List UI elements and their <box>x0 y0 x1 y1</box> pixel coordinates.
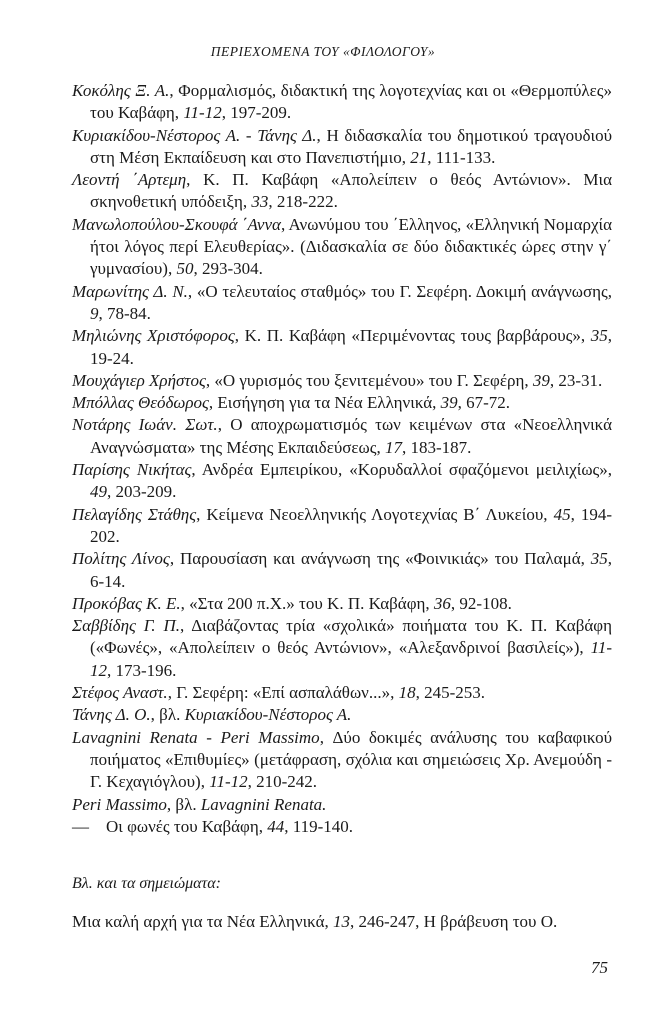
author-name: Πελαγίδης Στάθης <box>72 504 197 524</box>
list-item <box>72 125 612 170</box>
list-item <box>72 682 612 704</box>
list-item <box>72 615 612 682</box>
issue-number: 39 <box>440 393 458 413</box>
page-range: , 92-108. <box>450 593 512 613</box>
entry-title: Μια καλή αρχή για τα Νέα Ελληνικά, <box>72 912 333 931</box>
page-range: , 183-187. <box>401 437 472 457</box>
entry-title: , Ανδρέα Εμπειρίκου, «Κορυδαλλοί σφαζόμενοι μειλιχίως», <box>191 460 612 480</box>
issue-number: 36 <box>433 593 451 613</box>
page-range: , 203-209. <box>107 482 177 502</box>
entry-title: , Κ. Π. Καβάφη «Περιμένοντας τους βαρβάρους», <box>234 326 591 346</box>
entry-title: , βλ. <box>150 705 185 725</box>
author-name: Στέφος Αναστ. <box>72 683 168 703</box>
page-number: 75 <box>591 958 608 977</box>
page-range: , 197-209. <box>221 103 292 123</box>
page-range: , 6-14. <box>90 549 613 591</box>
list-item <box>72 325 612 370</box>
author-name: Peri Massimo <box>72 794 167 814</box>
page-range: , 210-242. <box>247 772 318 792</box>
list-item <box>72 704 612 726</box>
entry-title: , Η διδασκαλία του δημοτικού τραγουδιού στη Μέση Εκπαίδευση και στο Πανεπιστήμιο, <box>90 125 612 167</box>
author-name: Κοκόλης Ξ. Α. <box>72 81 170 100</box>
page-range: , 246-247, Η βράβευση του Ο. <box>349 912 558 931</box>
issue-number: 44 <box>267 816 285 836</box>
entry-title: , Κείμενα Νεοελληνικής Λογοτεχνίας Β΄ Λυκείου, <box>196 504 554 524</box>
author-name: Πολίτης Λίνος <box>72 549 170 569</box>
list-item <box>72 281 612 326</box>
list-item <box>72 214 612 281</box>
author-name: Μουχάγιερ Χρήστος <box>72 370 206 390</box>
list-item <box>72 816 612 838</box>
list-item <box>72 593 612 615</box>
author-name: Μπόλλας Θεόδωρος <box>72 393 209 413</box>
issue-number: 11-12 <box>183 103 222 123</box>
list-item <box>72 80 612 125</box>
entry-title: , Γ. Σεφέρη: «Επί ασπαλάθων...», <box>167 683 399 703</box>
see-also-entry <box>72 911 612 933</box>
issue-number: 17 <box>384 437 402 457</box>
entry-title: , Ο αποχρωματισμός των κειμένων στα «Νεοελληνικά Αναγνώσματα» της Μέσης Εκπαιδεύσεως, <box>90 415 612 457</box>
author-name: Μαρωνίτης Δ. Ν. <box>72 281 188 301</box>
list-item <box>72 459 612 504</box>
page-range: , 218-222. <box>268 192 338 212</box>
cross-reference: Lavagnini Renata. <box>200 794 327 814</box>
author-name: Σαββίδης Γ. Π. <box>72 616 180 636</box>
list-item <box>72 370 612 392</box>
issue-number: 21 <box>410 147 428 167</box>
issue-number: 45 <box>553 504 571 524</box>
entry-title: , βλ. <box>166 794 201 814</box>
page-header: ΠΕΡΙΕΧΟΜΕΝΑ ΤΟΥ «ΦΙΛΟΛΟΓΟΥ» <box>210 44 436 59</box>
page-range: , 67-72. <box>457 393 511 413</box>
list-item <box>72 794 612 816</box>
author-name: Μηλιώνης Χριστόφορος <box>72 326 235 346</box>
author-name: Κυριακίδου-Νέστορος Α. - Τάνης Δ. <box>72 125 317 145</box>
entry-title: , Κ. Π. Καβάφη «Απολείπειν ο θεός Αντώνιον». Μια σκηνοθετική υπόδειξη, <box>90 170 612 212</box>
list-item <box>72 727 612 794</box>
entry-title: Οι φωνές του Καβάφη, <box>106 816 268 836</box>
issue-number: 35 <box>590 326 608 346</box>
entry-title: , «Στα 200 π.Χ.» του Κ. Π. Καβάφη, <box>180 593 434 613</box>
page-range: , 119-140. <box>284 816 353 836</box>
issue-number: 33 <box>251 192 269 212</box>
entry-title: , Φορμαλισμός, διδακτική της λογοτεχνίας και οι «Θερμοπύλες» του Καβάφη, <box>90 81 612 123</box>
issue-number: 13 <box>332 912 350 931</box>
issue-number: 35 <box>590 549 608 569</box>
cross-reference: Κυριακίδου-Νέστορος Α. <box>184 705 352 725</box>
page-range: , 293-304. <box>193 259 263 279</box>
author-name: Lavagnini Renata - Peri Massimo <box>72 727 320 747</box>
page-range: , 194-202. <box>90 504 612 546</box>
issue-number: 9 <box>90 303 99 323</box>
list-item <box>72 169 612 214</box>
issue-number: 49 <box>90 482 107 502</box>
repeat-author-dash: — <box>72 816 89 836</box>
contents-list <box>72 80 612 838</box>
entry-title: , «Ο γυρισμός του ξενιτεμένου» του Γ. Σεφέρη, <box>205 370 533 390</box>
page-range: , 78-84. <box>98 303 151 323</box>
issue-number: 11-12 <box>90 638 612 680</box>
entry-title: , «Ο τελευταίος σταθμός» του Γ. Σεφέρη. Δοκιμή ανάγνωσης, <box>187 281 612 301</box>
entry-title: , Παρουσίαση και ανάγνωση της «Φοινικιάς» του Παλαμά, <box>169 549 591 569</box>
list-item <box>72 548 612 593</box>
see-also-heading: Βλ. και τα σημειώματα: <box>72 875 222 892</box>
issue-number: 11-12 <box>209 772 248 792</box>
author-name: Προκόβας Κ. Ε. <box>72 593 181 613</box>
entry-title: , Εισήγηση για τα Νέα Ελληνικά, <box>208 393 441 413</box>
page-range: , 19-24. <box>90 326 612 368</box>
page-range: , 245-253. <box>415 683 485 703</box>
issue-number: 50 <box>176 259 194 279</box>
issue-number: 18 <box>398 683 416 703</box>
entry-title: , Δύο δοκιμές ανάλυσης του καβαφικού ποιήματος «Επιθυμίες» (μετάφραση, σχόλια και σημειώσεις Χρ. Ανεμούδη - Γ. Κεχαγιόγλου), <box>90 727 613 792</box>
author-name: Νοτάρης Ιωάν. Σωτ. <box>72 415 218 435</box>
entry-title: , Ανωνύμου του ΄Ελληνος, «Ελληνική Νομαρχία ήτοι λόγος περί Ελευθερίας». (Διδασκαλία σε δύο διδακτικές ώρες στην γ΄ γυμνασίου), <box>90 214 612 279</box>
list-item <box>72 504 612 549</box>
issue-number: 39 <box>532 370 550 390</box>
author-name: Τάνης Δ. Ο. <box>72 705 151 725</box>
page-range: , 111-133. <box>427 147 496 167</box>
page-range: , 23-31. <box>549 370 603 390</box>
list-item <box>72 392 612 414</box>
entry-title: , Διαβάζοντας τρία «σχολικά» ποιήματα του Κ. Π. Καβάφη («Φωνές», «Απολείπειν ο θεός Αντώνιον», «Αλεξανδρινοί βασιλείς»), <box>90 616 612 658</box>
page-range: , 173-196. <box>107 660 177 680</box>
author-name: Παρίσης Νικήτας <box>72 460 192 480</box>
list-item <box>72 414 612 459</box>
author-name: Λεοντή ΄Αρτεμη <box>72 170 187 190</box>
author-name: Μανωλοπούλου-Σκουφά ΄Αννα <box>72 214 281 234</box>
